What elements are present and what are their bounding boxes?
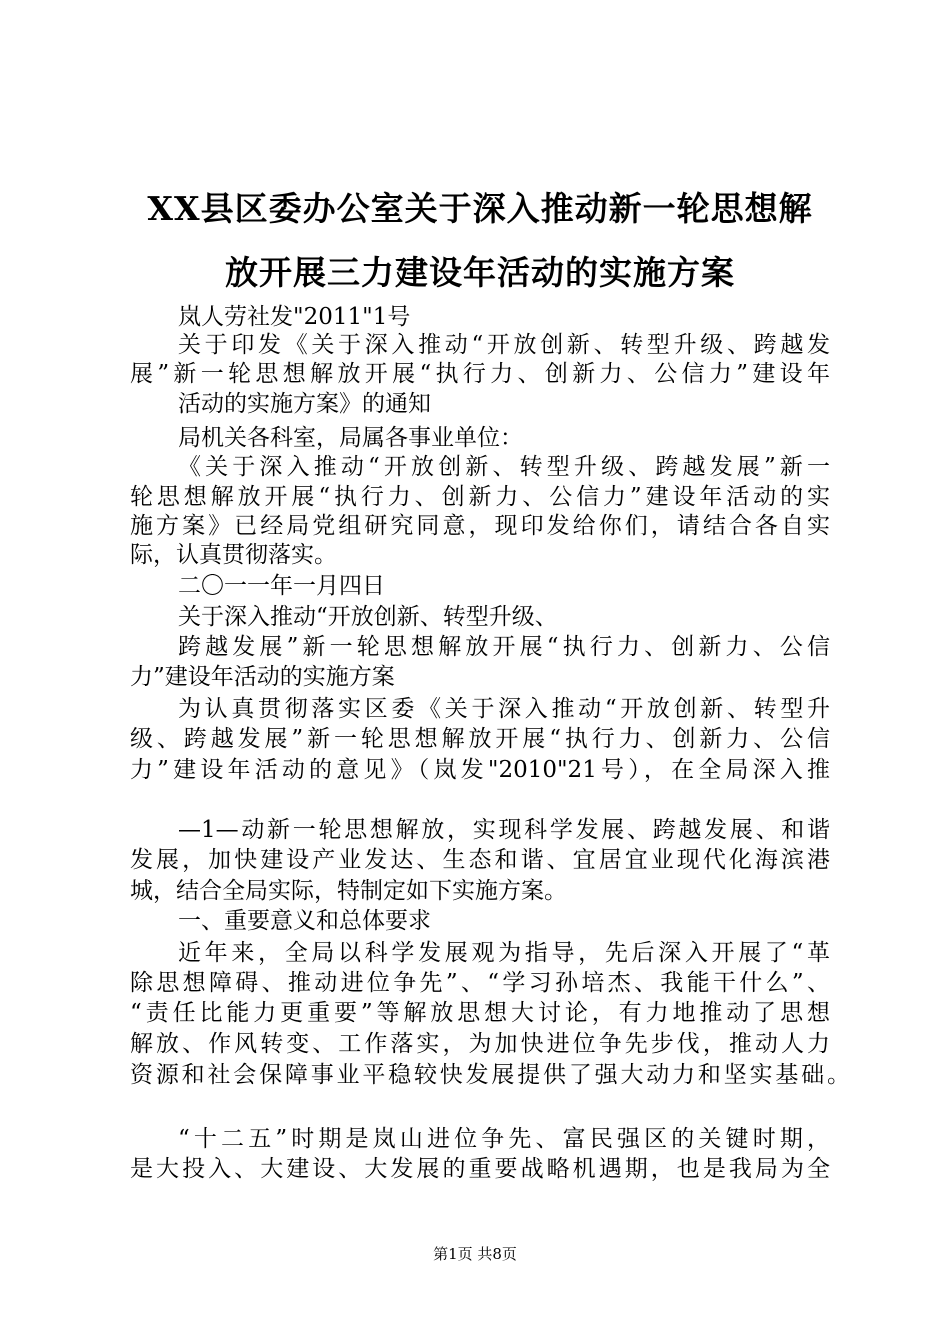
body-line: 力”建设年活动的意见》（岚发"2010"21号），在全局深入推 — [130, 757, 830, 783]
body-line: 力”建设年活动的实施方案 — [130, 664, 395, 690]
body-line: “十二五”时期是岚山进位争先、富民强区的关键时期， — [178, 1126, 830, 1152]
body-line: 关于印发《关于深入推动“开放创新、转型升级、跨越发 — [178, 332, 830, 358]
page-footer: 第1页 共8页 — [433, 1245, 517, 1263]
body-line: 活动的实施方案》的通知 — [178, 391, 431, 417]
body-line: —1—动新一轮思想解放，实现科学发展、跨越发展、和谐 — [178, 817, 830, 843]
date-line: 二〇一一年一月四日 — [178, 573, 385, 599]
body-line: 是大投入、大建设、大发展的重要战略机遇期，也是我局为全 — [130, 1156, 830, 1182]
body-line: 近年来，全局以科学发展观为指导，先后深入开展了“革 — [178, 940, 830, 966]
section-heading: 一、重要意义和总体要求 — [178, 908, 431, 934]
body-line: 施方案》已经局党组研究同意，现印发给你们，请结合各自实 — [130, 513, 830, 539]
document-title-line-2: 放开展三力建设年活动的实施方案 — [225, 253, 735, 292]
body-line: 城，结合全局实际，特制定如下实施方案。 — [130, 878, 567, 904]
body-line: 《关于深入推动“开放创新、转型升级、跨越发展”新一 — [178, 454, 830, 480]
body-line: 发展，加快建设产业发达、生态和谐、宜居宜业现代化海滨港 — [130, 847, 830, 873]
body-line: 解放、作风转变、工作落实，为加快进位争先步伐，推动人力 — [130, 1031, 830, 1057]
body-line: 际，认真贯彻落实。 — [130, 542, 337, 568]
body-line: 资源和社会保障事业平稳较快发展提供了强大动力和坚实基础。 — [130, 1062, 850, 1088]
body-line: “责任比能力更重要”等解放思想大讨论，有力地推动了思想 — [130, 1000, 830, 1026]
doc-number: 岚人劳社发"2011"1号 — [178, 304, 411, 330]
body-line: 除思想障碍、推动进位争先”、“学习孙培杰、我能干什么”、 — [130, 970, 830, 996]
body-line: 关于深入推动“开放创新、转型升级、 — [178, 604, 558, 630]
body-line: 轮思想解放开展“执行力、创新力、公信力”建设年活动的实 — [130, 484, 830, 510]
body-line: 跨越发展”新一轮思想解放开展“执行力、创新力、公信 — [178, 634, 830, 660]
body-line: 展”新一轮思想解放开展“执行力、创新力、公信力”建设年 — [130, 361, 830, 387]
body-line: 级、跨越发展”新一轮思想解放开展“执行力、创新力、公信 — [130, 726, 830, 752]
body-line: 局机关各科室，局属各事业单位： — [178, 425, 523, 451]
body-line: 为认真贯彻落实区委《关于深入推动“开放创新、转型升 — [178, 696, 830, 722]
document-title-line-1: XX县区委办公室关于深入推动新一轮思想解 — [147, 189, 813, 228]
